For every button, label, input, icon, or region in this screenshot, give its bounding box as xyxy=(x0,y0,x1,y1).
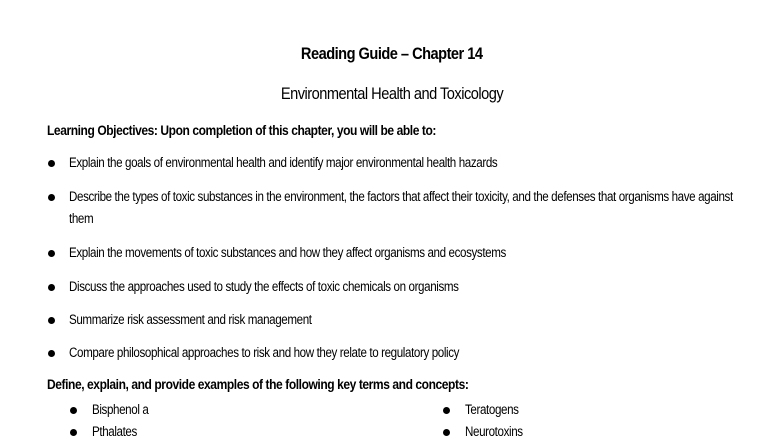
bullet-icon xyxy=(48,317,55,324)
objective-text: Describe the types of toxic substances in the environment, the factors that affect their toxicity, and the defenses that organisms have against them xyxy=(69,189,733,226)
bullet-icon xyxy=(48,160,55,167)
bullet-icon xyxy=(443,407,450,414)
objective-text: Compare philosophical approaches to risk and how they relate to regulatory policy xyxy=(69,345,460,360)
objective-text: Summarize risk assessment and risk management xyxy=(69,312,312,327)
objective-text: Discuss the approaches used to study the effects of toxic chemicals on organisms xyxy=(69,279,459,294)
bullet-icon xyxy=(70,407,77,414)
term-text: Neurotoxins xyxy=(465,424,523,439)
bullet-icon xyxy=(48,250,55,257)
document-subtitle: Environmental Health and Toxicology xyxy=(280,84,504,103)
bullet-icon xyxy=(48,284,55,291)
objective-text: Explain the goals of environmental health and identify major environmental health hazards xyxy=(69,155,498,170)
bullet-icon xyxy=(443,429,450,436)
terms-heading: Define, explain, and provide examples of the following key terms and concepts: xyxy=(47,376,469,392)
document-title: Reading Guide – Chapter 14 xyxy=(300,44,483,63)
objectives-heading: Learning Objectives: Upon completion of this chapter, you will be able to: xyxy=(47,122,436,138)
objective-text: Explain the movements of toxic substances and how they affect organisms and ecosystems xyxy=(69,245,506,260)
term-text: Bisphenol a xyxy=(92,402,149,417)
bullet-icon xyxy=(48,350,55,357)
bullet-icon xyxy=(48,194,55,201)
bullet-icon xyxy=(70,429,77,436)
term-text: Teratogens xyxy=(465,402,519,417)
term-text: Pthalates xyxy=(92,424,137,439)
